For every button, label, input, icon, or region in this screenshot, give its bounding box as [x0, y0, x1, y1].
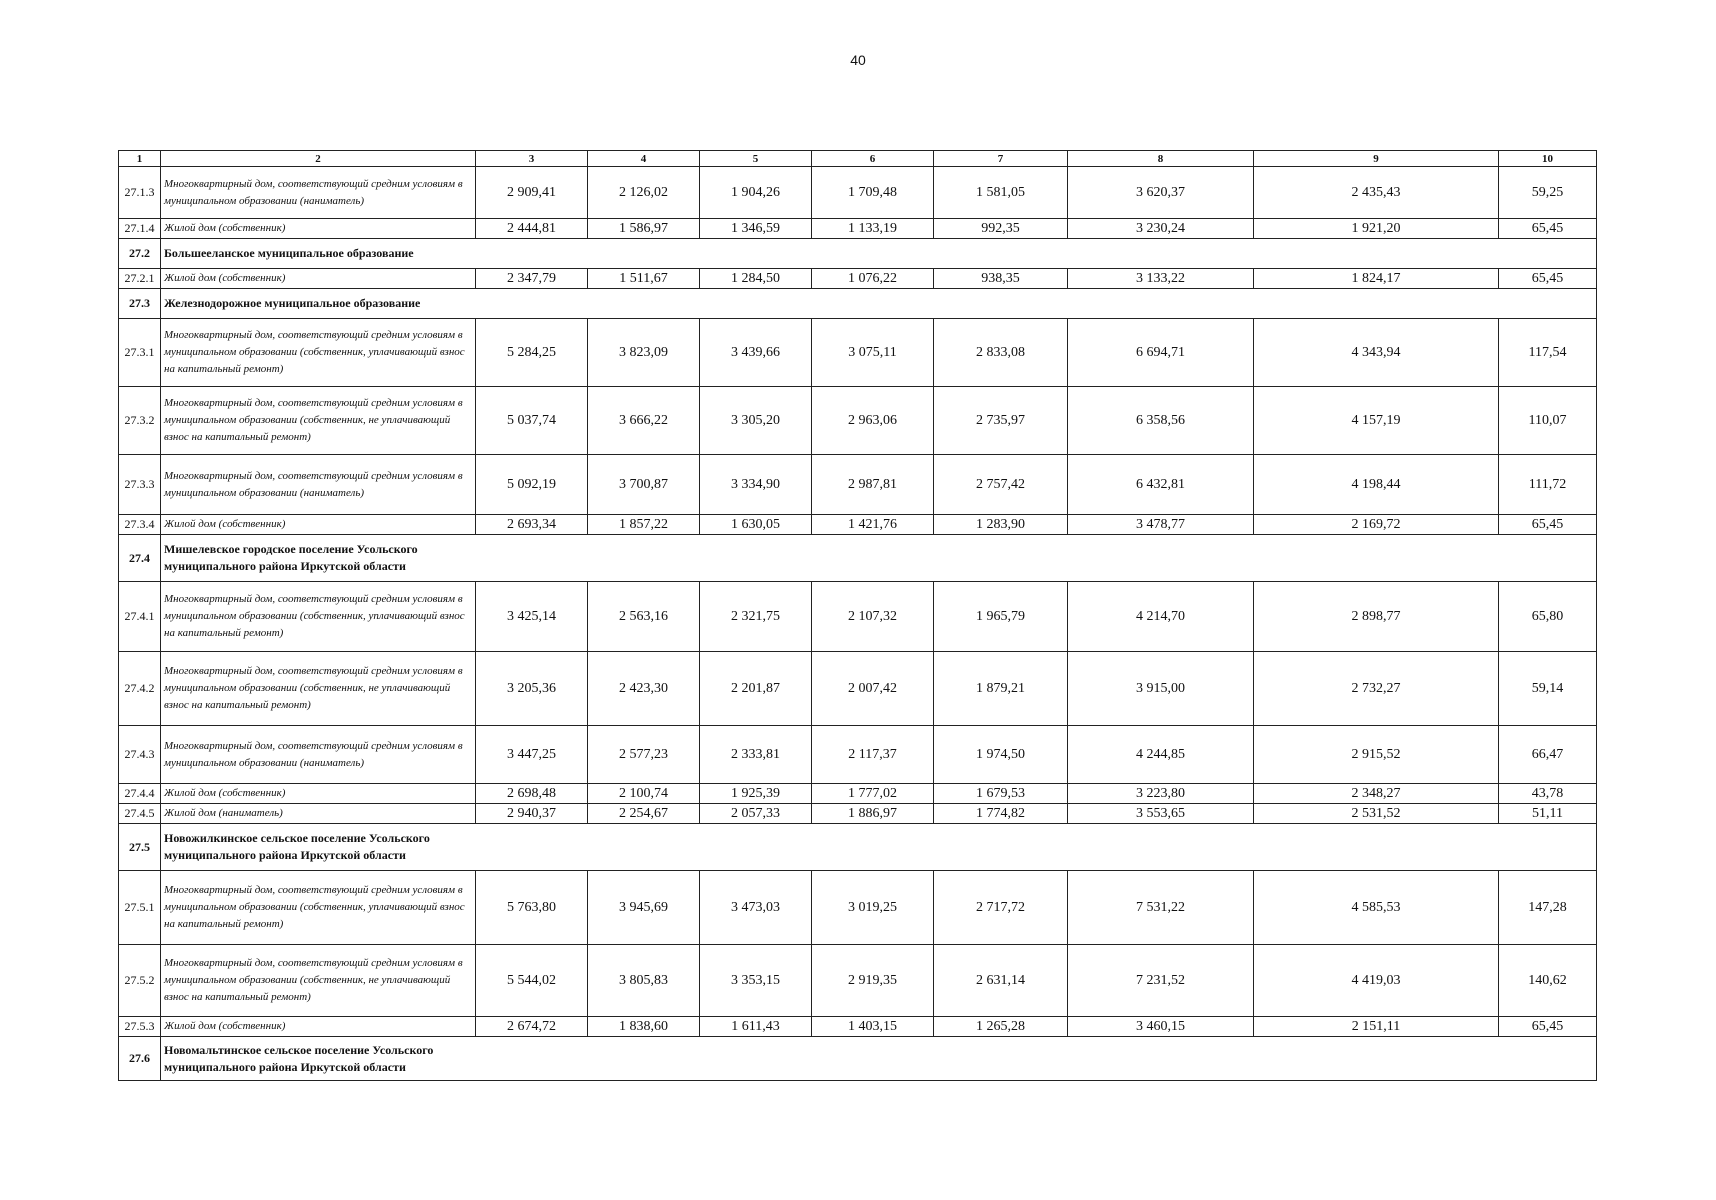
row-code: 27.5.2	[119, 945, 161, 1017]
section-row	[119, 1037, 1597, 1081]
section-title	[161, 1037, 1597, 1081]
value-cell-col-9: 1 824,17	[1254, 269, 1499, 289]
table-row	[119, 387, 1597, 455]
value-cell-col-4: 2 100,74	[588, 784, 700, 804]
value-cell-col-3: 5 092,19	[476, 455, 588, 515]
value-cell-col-10: 65,45	[1499, 1017, 1597, 1037]
row-code: 27.3.2	[119, 387, 161, 455]
value-cell-col-8: 7 231,52	[1068, 945, 1254, 1017]
row-code: 27.4.5	[119, 804, 161, 824]
value-cell-col-7: 1 679,53	[934, 784, 1068, 804]
value-cell-col-7: 2 631,14	[934, 945, 1068, 1017]
housing-type-description: Жилой дом (наниматель)	[161, 804, 476, 824]
column-number-cell: 7	[934, 151, 1068, 167]
column-number-cell: 2	[161, 151, 476, 167]
value-cell-col-9: 4 343,94	[1254, 319, 1499, 387]
value-cell-col-10: 140,62	[1499, 945, 1597, 1017]
value-cell-col-6: 3 075,11	[812, 319, 934, 387]
value-cell-col-5: 1 925,39	[700, 784, 812, 804]
table-body	[119, 151, 1597, 1081]
value-cell-col-10: 117,54	[1499, 319, 1597, 387]
column-number-cell: 10	[1499, 151, 1597, 167]
value-cell-col-6: 2 987,81	[812, 455, 934, 515]
table-row	[119, 167, 1597, 219]
value-cell-col-7: 1 774,82	[934, 804, 1068, 824]
housing-type-description: Многоквартирный дом, соответствующий средним условиям в муниципальном образовании (собственник, не уплачивающий взнос на капитальный ремонт)	[161, 652, 476, 726]
value-cell-col-8: 3 620,37	[1068, 167, 1254, 219]
value-cell-col-3: 2 444,81	[476, 219, 588, 239]
value-cell-col-5: 1 630,05	[700, 515, 812, 535]
housing-type-description: Многоквартирный дом, соответствующий средним условиям в муниципальном образовании (наниматель)	[161, 726, 476, 784]
value-cell-col-9: 4 585,53	[1254, 871, 1499, 945]
value-cell-col-8: 3 460,15	[1068, 1017, 1254, 1037]
row-code: 27.3.3	[119, 455, 161, 515]
value-cell-col-3: 2 698,48	[476, 784, 588, 804]
value-cell-col-7: 2 735,97	[934, 387, 1068, 455]
value-cell-col-10: 110,07	[1499, 387, 1597, 455]
value-cell-col-9: 2 151,11	[1254, 1017, 1499, 1037]
value-cell-col-5: 3 473,03	[700, 871, 812, 945]
housing-type-description: Многоквартирный дом, соответствующий средним условиям в муниципальном образовании (собственник, не уплачивающий взнос на капитальный ремонт)	[161, 387, 476, 455]
value-cell-col-10: 111,72	[1499, 455, 1597, 515]
value-cell-col-3: 3 425,14	[476, 582, 588, 652]
table-row	[119, 219, 1597, 239]
section-row	[119, 239, 1597, 269]
value-cell-col-6: 1 403,15	[812, 1017, 934, 1037]
column-number-cell: 4	[588, 151, 700, 167]
section-title	[161, 535, 1597, 582]
value-cell-col-10: 59,25	[1499, 167, 1597, 219]
value-cell-col-3: 3 447,25	[476, 726, 588, 784]
value-cell-col-6: 2 963,06	[812, 387, 934, 455]
value-cell-col-3: 2 693,34	[476, 515, 588, 535]
table-row	[119, 1017, 1597, 1037]
housing-type-description: Жилой дом (собственник)	[161, 269, 476, 289]
value-cell-col-8: 3 230,24	[1068, 219, 1254, 239]
value-cell-col-3: 2 674,72	[476, 1017, 588, 1037]
value-cell-col-6: 1 777,02	[812, 784, 934, 804]
value-cell-col-7: 1 974,50	[934, 726, 1068, 784]
value-cell-col-4: 3 666,22	[588, 387, 700, 455]
row-code: 27.5	[119, 824, 161, 871]
housing-type-description: Жилой дом (собственник)	[161, 784, 476, 804]
value-cell-col-10: 147,28	[1499, 871, 1597, 945]
value-cell-col-8: 7 531,22	[1068, 871, 1254, 945]
column-number-cell: 6	[812, 151, 934, 167]
value-cell-col-6: 2 919,35	[812, 945, 934, 1017]
housing-type-description: Многоквартирный дом, соответствующий средним условиям в муниципальном образовании (наниматель)	[161, 167, 476, 219]
value-cell-col-5: 3 439,66	[700, 319, 812, 387]
value-cell-col-6: 3 019,25	[812, 871, 934, 945]
value-cell-col-9: 2 915,52	[1254, 726, 1499, 784]
row-code: 27.5.3	[119, 1017, 161, 1037]
value-cell-col-9: 4 157,19	[1254, 387, 1499, 455]
section-title	[161, 824, 1597, 871]
value-cell-col-7: 1 879,21	[934, 652, 1068, 726]
row-code: 27.6	[119, 1037, 161, 1081]
housing-type-description: Жилой дом (собственник)	[161, 219, 476, 239]
housing-type-description: Многоквартирный дом, соответствующий средним условиям в муниципальном образовании (собственник, уплачивающий взнос на капитальный ремонт)	[161, 582, 476, 652]
value-cell-col-4: 2 563,16	[588, 582, 700, 652]
value-cell-col-4: 1 838,60	[588, 1017, 700, 1037]
value-cell-col-9: 2 348,27	[1254, 784, 1499, 804]
value-cell-col-6: 1 709,48	[812, 167, 934, 219]
value-cell-col-7: 2 833,08	[934, 319, 1068, 387]
row-code: 27.4.4	[119, 784, 161, 804]
value-cell-col-7: 2 717,72	[934, 871, 1068, 945]
value-cell-col-10: 43,78	[1499, 784, 1597, 804]
value-cell-col-3: 2 909,41	[476, 167, 588, 219]
value-cell-col-5: 2 057,33	[700, 804, 812, 824]
value-cell-col-8: 4 244,85	[1068, 726, 1254, 784]
section-title	[161, 239, 1597, 269]
row-code: 27.2	[119, 239, 161, 269]
housing-type-description: Жилой дом (собственник)	[161, 515, 476, 535]
value-cell-col-3: 3 205,36	[476, 652, 588, 726]
row-code: 27.1.4	[119, 219, 161, 239]
row-code: 27.3.4	[119, 515, 161, 535]
value-cell-col-4: 2 577,23	[588, 726, 700, 784]
section-title-text: Большееланское муниципальное образование	[164, 246, 414, 260]
value-cell-col-10: 59,14	[1499, 652, 1597, 726]
value-cell-col-6: 2 007,42	[812, 652, 934, 726]
column-number-row	[119, 151, 1597, 167]
value-cell-col-8: 3 133,22	[1068, 269, 1254, 289]
row-code: 27.1.3	[119, 167, 161, 219]
value-cell-col-6: 1 076,22	[812, 269, 934, 289]
value-cell-col-3: 5 037,74	[476, 387, 588, 455]
value-cell-col-4: 3 945,69	[588, 871, 700, 945]
value-cell-col-9: 2 169,72	[1254, 515, 1499, 535]
value-cell-col-4: 2 126,02	[588, 167, 700, 219]
column-number-cell: 3	[476, 151, 588, 167]
value-cell-col-8: 4 214,70	[1068, 582, 1254, 652]
value-cell-col-9: 2 435,43	[1254, 167, 1499, 219]
section-title-text: Мишелевское городское поселение Усольского муниципального района Иркутской области	[164, 542, 418, 573]
value-cell-col-9: 4 419,03	[1254, 945, 1499, 1017]
value-cell-col-5: 1 284,50	[700, 269, 812, 289]
housing-type-description: Многоквартирный дом, соответствующий средним условиям в муниципальном образовании (собственник, уплачивающий взнос на капитальный ремонт)	[161, 871, 476, 945]
row-code: 27.3.1	[119, 319, 161, 387]
value-cell-col-4: 1 586,97	[588, 219, 700, 239]
section-title-text: Новожилкинское сельское поселение Усольского муниципального района Иркутской области	[164, 831, 430, 862]
value-cell-col-9: 2 732,27	[1254, 652, 1499, 726]
value-cell-col-6: 1 133,19	[812, 219, 934, 239]
value-cell-col-4: 2 254,67	[588, 804, 700, 824]
row-code: 27.4.2	[119, 652, 161, 726]
value-cell-col-6: 1 886,97	[812, 804, 934, 824]
value-cell-col-8: 6 432,81	[1068, 455, 1254, 515]
page-number: 40	[850, 52, 866, 68]
value-cell-col-3: 2 347,79	[476, 269, 588, 289]
value-cell-col-10: 65,80	[1499, 582, 1597, 652]
value-cell-col-3: 5 763,80	[476, 871, 588, 945]
value-cell-col-9: 2 531,52	[1254, 804, 1499, 824]
column-number-cell: 1	[119, 151, 161, 167]
column-number-cell: 5	[700, 151, 812, 167]
row-code: 27.4.3	[119, 726, 161, 784]
table-row	[119, 455, 1597, 515]
value-cell-col-4: 3 805,83	[588, 945, 700, 1017]
row-code: 27.2.1	[119, 269, 161, 289]
value-cell-col-8: 6 358,56	[1068, 387, 1254, 455]
value-cell-col-6: 1 421,76	[812, 515, 934, 535]
value-cell-col-9: 1 921,20	[1254, 219, 1499, 239]
value-cell-col-10: 66,47	[1499, 726, 1597, 784]
value-cell-col-7: 1 283,90	[934, 515, 1068, 535]
value-cell-col-7: 938,35	[934, 269, 1068, 289]
value-cell-col-5: 1 611,43	[700, 1017, 812, 1037]
value-cell-col-10: 65,45	[1499, 219, 1597, 239]
value-cell-col-8: 3 223,80	[1068, 784, 1254, 804]
row-code: 27.4	[119, 535, 161, 582]
table-row	[119, 319, 1597, 387]
value-cell-col-10: 65,45	[1499, 269, 1597, 289]
value-cell-col-6: 2 107,32	[812, 582, 934, 652]
table-row	[119, 784, 1597, 804]
value-cell-col-4: 2 423,30	[588, 652, 700, 726]
column-number-cell: 9	[1254, 151, 1499, 167]
value-cell-col-5: 3 353,15	[700, 945, 812, 1017]
column-number-cell: 8	[1068, 151, 1254, 167]
housing-type-description: Многоквартирный дом, соответствующий средним условиям в муниципальном образовании (собственник, не уплачивающий взнос на капитальный ремонт)	[161, 945, 476, 1017]
value-cell-col-9: 2 898,77	[1254, 582, 1499, 652]
value-cell-col-8: 3 915,00	[1068, 652, 1254, 726]
row-code: 27.5.1	[119, 871, 161, 945]
table-row	[119, 515, 1597, 535]
value-cell-col-5: 2 321,75	[700, 582, 812, 652]
section-row	[119, 289, 1597, 319]
table-row	[119, 871, 1597, 945]
value-cell-col-3: 5 544,02	[476, 945, 588, 1017]
housing-type-description: Многоквартирный дом, соответствующий средним условиям в муниципальном образовании (собственник, уплачивающий взнос на капитальный ремонт)	[161, 319, 476, 387]
value-cell-col-9: 4 198,44	[1254, 455, 1499, 515]
value-cell-col-5: 2 201,87	[700, 652, 812, 726]
row-code: 27.3	[119, 289, 161, 319]
tariff-table	[118, 150, 1597, 1081]
value-cell-col-5: 1 904,26	[700, 167, 812, 219]
section-row	[119, 535, 1597, 582]
value-cell-col-6: 2 117,37	[812, 726, 934, 784]
table-row	[119, 804, 1597, 824]
value-cell-col-5: 3 334,90	[700, 455, 812, 515]
table-row	[119, 945, 1597, 1017]
section-title-text: Железнодорожное муниципальное образование	[164, 296, 421, 310]
housing-type-description: Жилой дом (собственник)	[161, 1017, 476, 1037]
value-cell-col-4: 3 700,87	[588, 455, 700, 515]
value-cell-col-8: 6 694,71	[1068, 319, 1254, 387]
value-cell-col-7: 992,35	[934, 219, 1068, 239]
value-cell-col-10: 51,11	[1499, 804, 1597, 824]
table-row	[119, 269, 1597, 289]
value-cell-col-4: 1 857,22	[588, 515, 700, 535]
value-cell-col-7: 1 965,79	[934, 582, 1068, 652]
value-cell-col-7: 2 757,42	[934, 455, 1068, 515]
value-cell-col-10: 65,45	[1499, 515, 1597, 535]
value-cell-col-7: 1 265,28	[934, 1017, 1068, 1037]
value-cell-col-5: 2 333,81	[700, 726, 812, 784]
value-cell-col-5: 1 346,59	[700, 219, 812, 239]
housing-type-description: Многоквартирный дом, соответствующий средним условиям в муниципальном образовании (наниматель)	[161, 455, 476, 515]
table-row	[119, 582, 1597, 652]
value-cell-col-4: 1 511,67	[588, 269, 700, 289]
value-cell-col-4: 3 823,09	[588, 319, 700, 387]
value-cell-col-3: 5 284,25	[476, 319, 588, 387]
row-code: 27.4.1	[119, 582, 161, 652]
section-row	[119, 824, 1597, 871]
section-title	[161, 289, 1597, 319]
value-cell-col-5: 3 305,20	[700, 387, 812, 455]
table-row	[119, 652, 1597, 726]
value-cell-col-8: 3 553,65	[1068, 804, 1254, 824]
section-title-text: Новомальтинское сельское поселение Усольского муниципального района Иркутской области	[164, 1042, 434, 1074]
value-cell-col-3: 2 940,37	[476, 804, 588, 824]
value-cell-col-7: 1 581,05	[934, 167, 1068, 219]
value-cell-col-8: 3 478,77	[1068, 515, 1254, 535]
table-row	[119, 726, 1597, 784]
